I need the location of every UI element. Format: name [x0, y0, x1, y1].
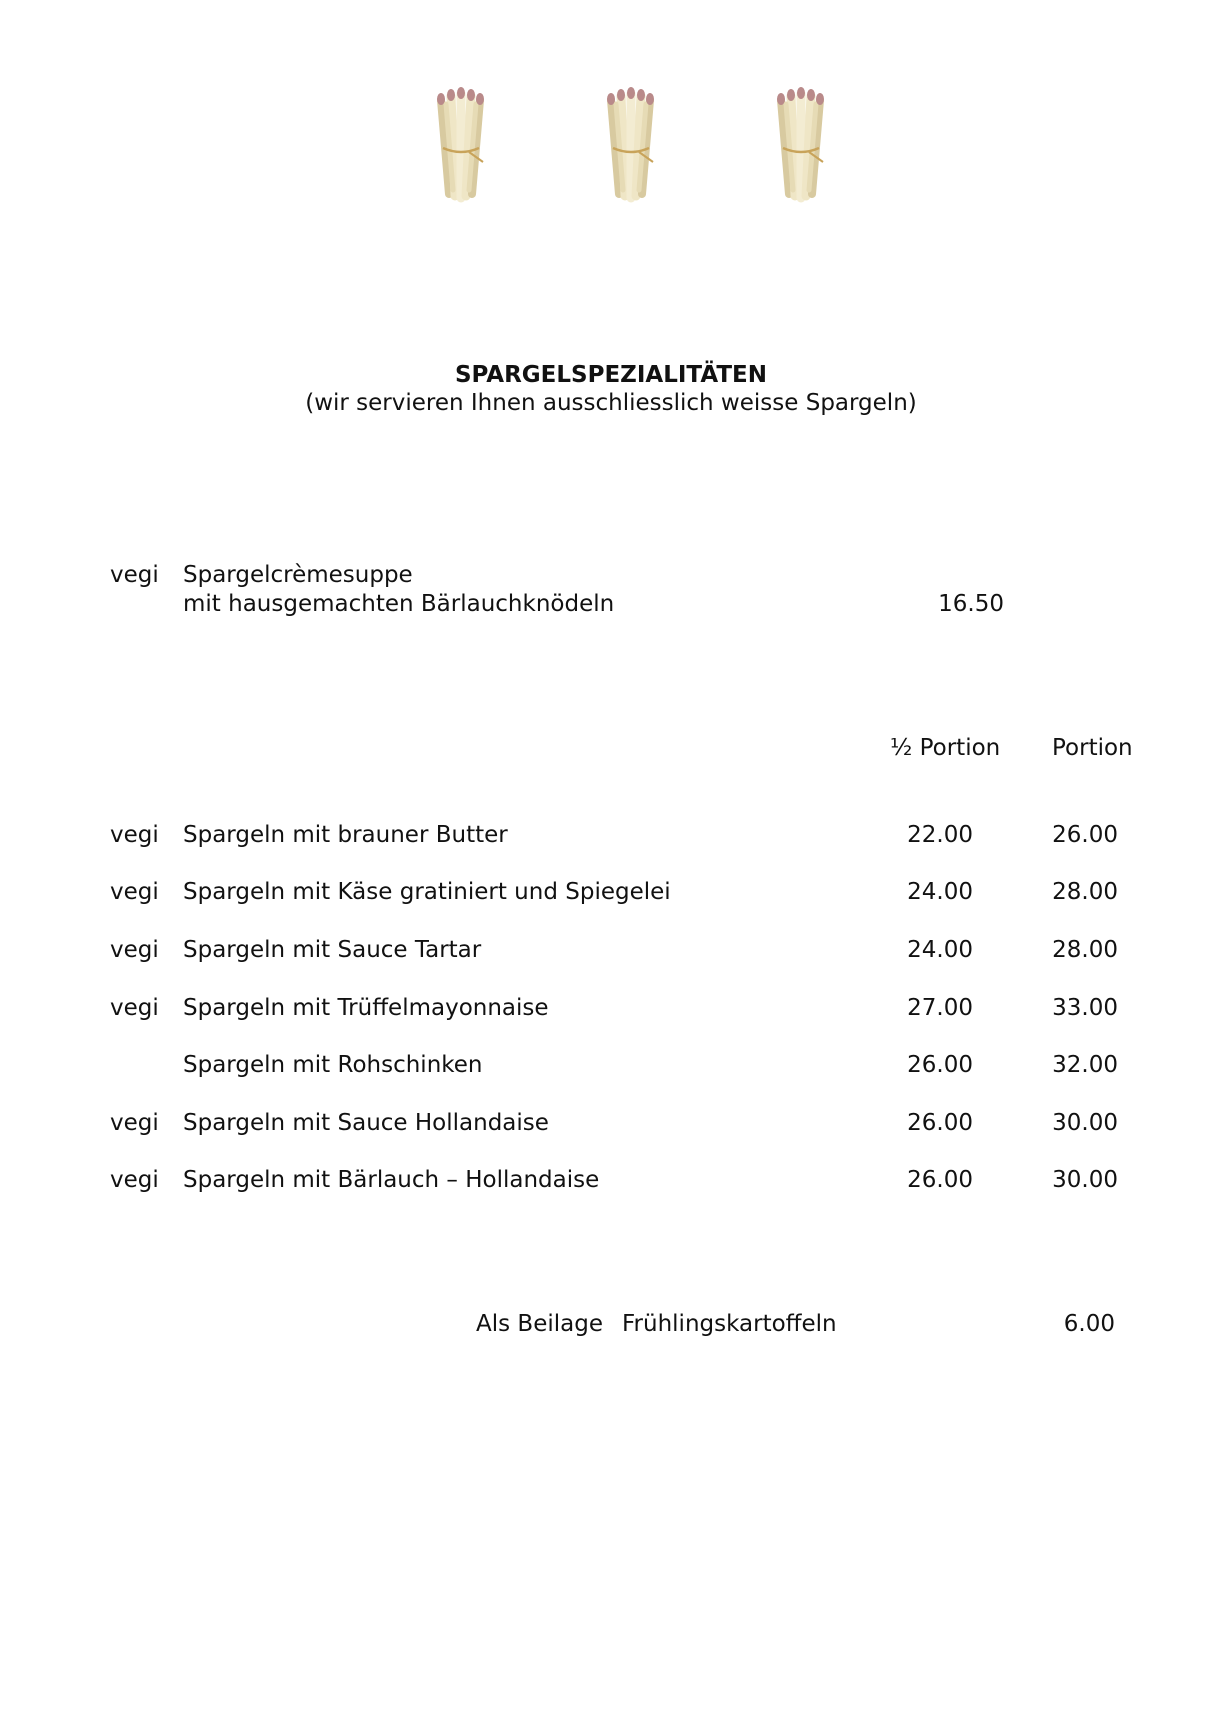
- side-dish-price: 6.00: [1063, 1311, 1115, 1337]
- asparagus-bundle-icon: [759, 86, 839, 206]
- dish-name: Spargeln mit brauner Butter: [183, 822, 508, 848]
- half-portion-price: 24.00: [907, 937, 973, 963]
- dish-name: Spargeln mit Rohschinken: [183, 1052, 483, 1078]
- vegi-tag: vegi: [110, 1167, 159, 1193]
- half-portion-price: 26.00: [907, 1167, 973, 1193]
- portion-price: 30.00: [1052, 1167, 1118, 1193]
- asparagus-bundle-icon-graphic: [419, 86, 499, 206]
- portion-price: 32.00: [1052, 1052, 1118, 1078]
- half-portion-price: 26.00: [907, 1052, 973, 1078]
- page-subtitle: (wir servieren Ihnen ausschliesslich weisse Spargeln): [305, 390, 917, 416]
- soup-name: Spargelcrèmesuppe: [183, 562, 413, 588]
- dish-name: Spargeln mit Sauce Hollandaise: [183, 1110, 549, 1136]
- portion-price: 28.00: [1052, 937, 1118, 963]
- column-header-portion: Portion: [1052, 735, 1133, 761]
- half-portion-price: 22.00: [907, 822, 973, 848]
- portion-price: 33.00: [1052, 995, 1118, 1021]
- dish-name: Spargeln mit Käse gratiniert und Spiegelei: [183, 879, 671, 905]
- vegi-tag: vegi: [110, 1110, 159, 1136]
- dish-name: Spargeln mit Trüffelmayonnaise: [183, 995, 549, 1021]
- vegi-tag: vegi: [110, 822, 159, 848]
- half-portion-price: 27.00: [907, 995, 973, 1021]
- vegi-tag: vegi: [110, 562, 159, 588]
- portion-price: 26.00: [1052, 822, 1118, 848]
- side-dish-label: Als Beilage: [476, 1311, 603, 1337]
- side-dish-name: Frühlingskartoffeln: [622, 1311, 837, 1337]
- dish-name: Spargeln mit Bärlauch – Hollandaise: [183, 1167, 600, 1193]
- asparagus-bundle-icon-graphic: [759, 86, 839, 206]
- page-title: SPARGELSPEZIALITÄTEN: [454, 362, 768, 388]
- portion-price: 28.00: [1052, 879, 1118, 905]
- portion-price: 30.00: [1052, 1110, 1118, 1136]
- vegi-tag: vegi: [110, 995, 159, 1021]
- half-portion-price: 26.00: [907, 1110, 973, 1136]
- soup-description: mit hausgemachten Bärlauchknödeln: [183, 591, 615, 617]
- soup-price: 16.50: [938, 591, 1004, 617]
- asparagus-bundle-icon: [419, 86, 499, 206]
- dish-name: Spargeln mit Sauce Tartar: [183, 937, 482, 963]
- vegi-tag: vegi: [110, 937, 159, 963]
- asparagus-bundle-icon-graphic: [589, 86, 669, 206]
- asparagus-bundle-icon: [589, 86, 669, 206]
- vegi-tag: vegi: [110, 879, 159, 905]
- half-portion-price: 24.00: [907, 879, 973, 905]
- column-header-half-portion: ½ Portion: [890, 735, 1001, 761]
